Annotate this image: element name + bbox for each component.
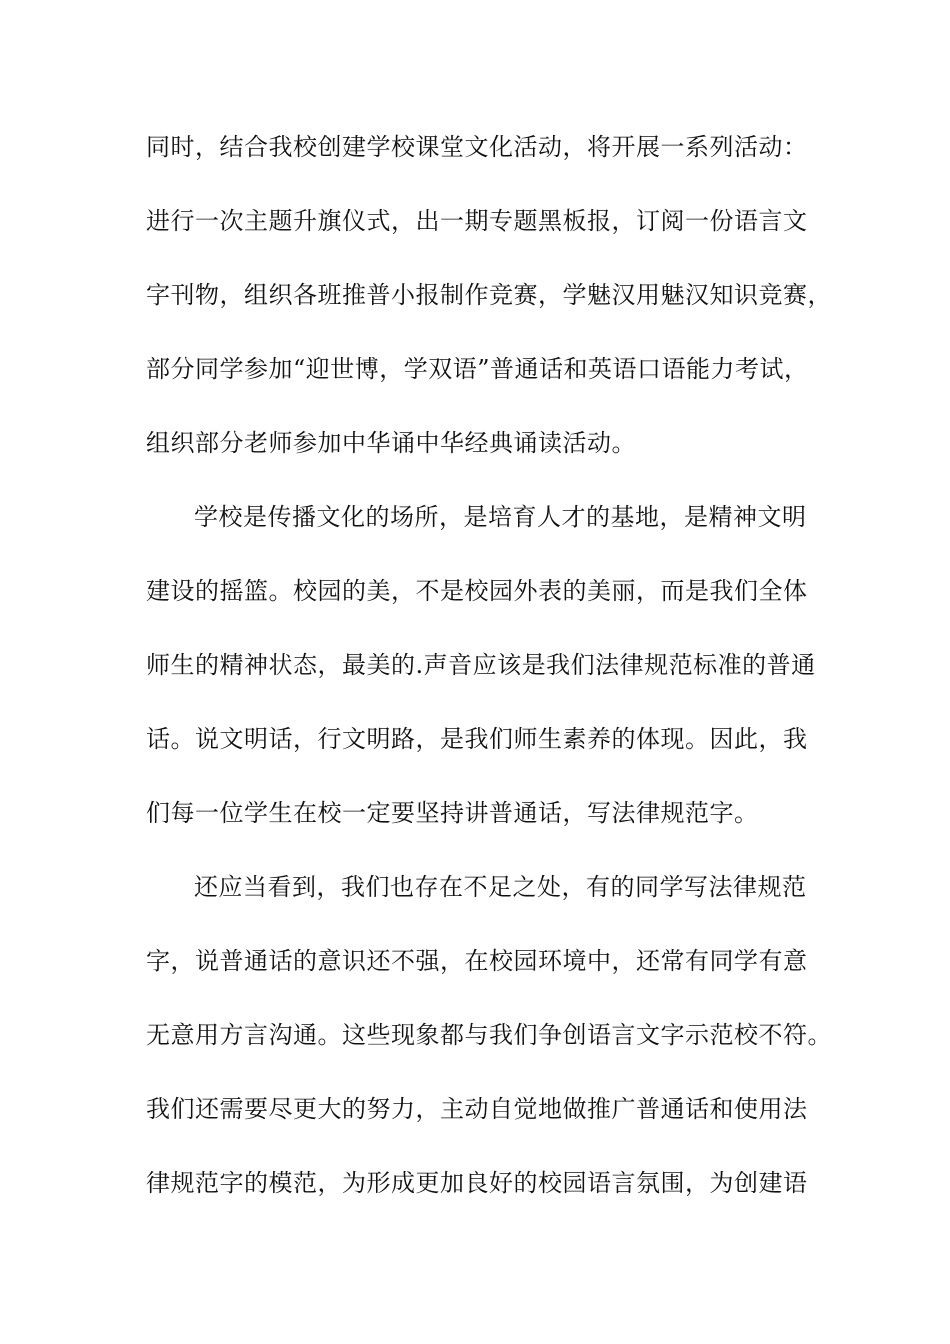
paragraph-start-line: 学校是传播文化的场所，是培育人才的基地，是精神文明 — [194, 503, 807, 531]
text-line: 部分同学参加“迎世博，学双语”普通话和英语口语能力考试， — [146, 355, 809, 383]
text-line: 组织部分老师参加中华诵中华经典诵读活动。 — [146, 429, 636, 457]
text-line: 字刊物，组织各班推普小报制作竞赛，学魅汉用魅汉知识竞赛， — [146, 281, 832, 309]
text-line: 字，说普通话的意识还不强，在校园环境中，还常有同学有意 — [146, 947, 808, 975]
text-line: 进行一次主题升旗仪式，出一期专题黑板报，订阅一份语言文 — [146, 207, 808, 235]
paragraph-start-line: 还应当看到，我们也存在不足之处，有的同学写法律规范 — [194, 873, 807, 901]
text-line: 律规范字的模范，为形成更加良好的校园语言氛围，为创建语 — [146, 1169, 808, 1197]
text-line: 我们还需要尽更大的努力，主动自觉地做推广普通话和使用法 — [146, 1095, 808, 1123]
text-line: 无意用方言沟通。这些现象都与我们争创语言文字示范校不符。 — [146, 1021, 832, 1049]
text-line: 话。说文明话，行文明路，是我们师生素养的体现。因此，我 — [146, 725, 808, 753]
document-body — [146, 125, 836, 1235]
text-line: 师生的精神状态，最美的.声音应该是我们法律规范标准的普通 — [146, 651, 816, 679]
text-line: 建设的摇篮。校园的美，不是校园外表的美丽，而是我们全体 — [146, 577, 808, 605]
text-line: 们每一位学生在校一定要坚持讲普通话，写法律规范字。 — [146, 799, 759, 827]
text-line: 同时，结合我校创建学校课堂文化活动，将开展一系列活动： — [146, 133, 808, 161]
